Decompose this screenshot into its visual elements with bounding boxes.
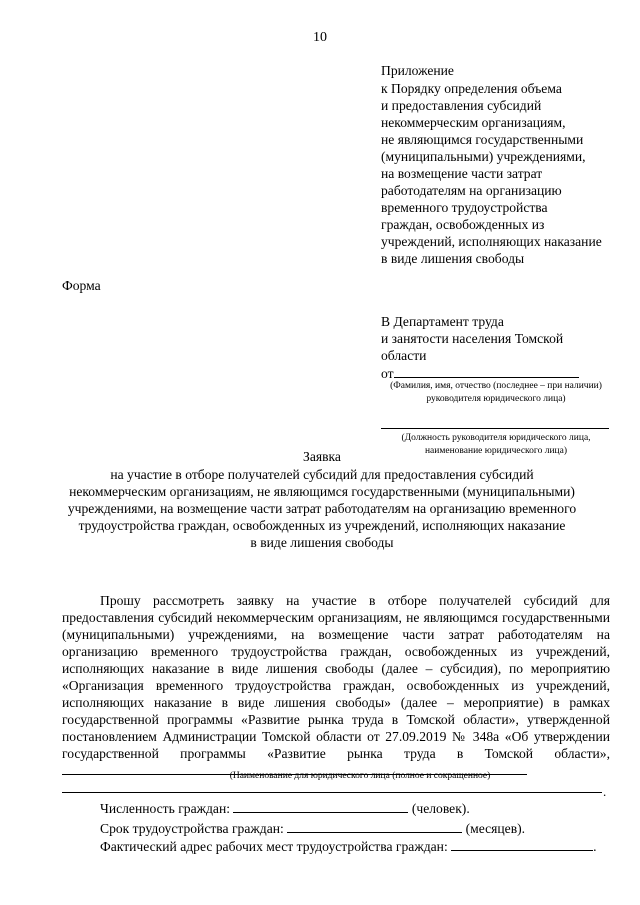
heading-line: учреждениями, на возмещение части затрат работодателям на организацию временного <box>67 501 577 516</box>
address-end: . <box>593 839 597 854</box>
appendix-title: Приложение <box>381 63 454 78</box>
term-unit: (месяцев). <box>465 821 526 836</box>
appendix-line: на возмещение части затрат <box>381 166 543 181</box>
appendix-line: работодателям на организацию <box>381 183 562 198</box>
addressee-line: В Департамент труда <box>381 314 504 329</box>
form-label: Форма <box>62 278 101 293</box>
term-field[interactable] <box>287 820 462 833</box>
appendix-line: в виде лишения свободы <box>381 251 525 266</box>
body-paragraph: Прошу рассмотреть заявку на участие в отборе получателей субсидий для предоставления субсидий некоммерческим организациям, не являющимся государственными (муниципальными) учреждениями, на возмещение части затрат работодателям на организацию временного трудоустройства граждан, освобожденных из учреждений, исполняющих наказание в виде лишения свободы (далее – субсидия), по мероприятию «Организация временного трудоустройства граждан, освобожденных из учреждений, исполняющих наказание в виде лишения свободы» (далее – мероприятие) в рамках государственной программы «Развитие рынка труда в Томской области», утвержденной постановлением Администрации Томской области от 27.09.2019 № 348а «Об утверждении государственной программы «Развитие рынка труда в Томской области», <box>62 593 610 761</box>
fio-caption: (Фамилия, имя, отчество (последнее – при наличии) руководителя юридического лица) <box>390 381 602 404</box>
addressee-line: области <box>381 348 427 363</box>
appendix-line: не являющимся государственными <box>381 132 584 147</box>
heading-line: некоммерческим организациям, не являющимся государственными (муниципальными) <box>69 484 575 499</box>
citizens-count-field[interactable] <box>233 800 408 813</box>
application-body <box>62 592 610 779</box>
appendix-line: некоммерческим организациям, <box>381 115 566 130</box>
heading-title: Заявка <box>303 449 341 464</box>
appendix-line: учреждений, исполняющих наказание <box>381 234 602 249</box>
term-row <box>100 820 525 837</box>
page-number: 10 <box>313 30 327 45</box>
application-heading <box>62 448 582 551</box>
heading-line: на участие в отборе получателей субсидий для предоставления субсидий <box>110 467 534 482</box>
citizens-count-row <box>100 800 470 817</box>
heading-line: в виде лишения свободы <box>250 535 394 550</box>
appendix-block <box>381 62 631 267</box>
addressee-block <box>381 313 631 382</box>
from-label: от <box>381 366 394 381</box>
heading-line: трудоустройства граждан, освобожденных из учреждений, исполняющих наказание <box>78 518 566 533</box>
from-blank-field[interactable] <box>394 364 579 378</box>
position-caption: (Должность руководителя юридического лица, наименование юридического лица) <box>401 433 591 456</box>
address-label: Фактический адрес рабочих мест трудоустройства граждан: <box>100 839 448 854</box>
appendix-line: граждан, освобожденных из <box>381 217 545 232</box>
citizens-count-label: Численность граждан: <box>100 801 231 816</box>
appendix-line: временного трудоустройства <box>381 200 548 215</box>
appendix-line: и предоставления субсидий <box>381 98 542 113</box>
term-label: Срок трудоустройства граждан: <box>100 821 284 836</box>
org-name-caption: (Наименование для юридического лица (полное и сокращенное) <box>229 771 491 781</box>
appendix-line: к Порядку определения объема <box>381 81 562 96</box>
citizens-count-unit: (человек). <box>411 801 470 816</box>
appendix-line: (муниципальными) учреждениями, <box>381 149 586 164</box>
addressee-line: и занятости населения Томской <box>381 331 564 346</box>
address-field[interactable] <box>451 838 593 851</box>
org-name-blank-field-2[interactable] <box>62 792 602 793</box>
end-dot: . <box>603 784 607 799</box>
position-blank-field[interactable] <box>381 428 609 429</box>
address-row <box>100 838 597 855</box>
